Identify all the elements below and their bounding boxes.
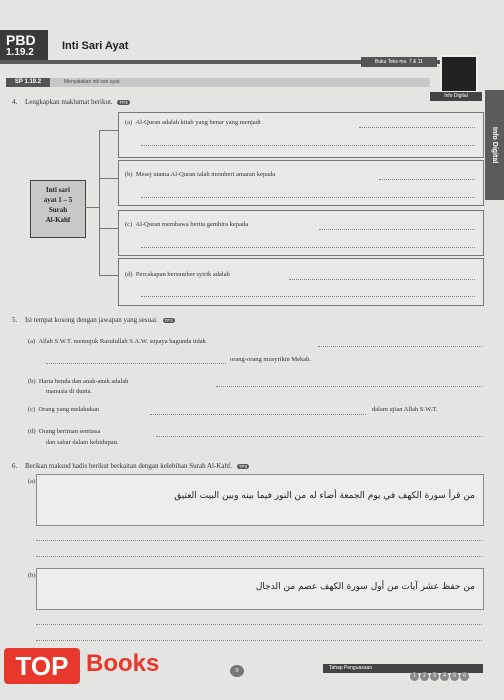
question-5	[12, 316, 175, 324]
q5-item-a-line2: orang-orang musyrikin Mekah.	[230, 356, 312, 363]
level-circle[interactable]: 6	[460, 672, 469, 681]
qr-caption: Info Digital	[430, 92, 482, 101]
level-circle[interactable]: 5	[450, 672, 459, 681]
pbd-code-tab	[0, 30, 48, 60]
answer-line[interactable]	[379, 179, 475, 180]
q4-item-a: (a) Al-Quran adalah kitab yang benar yang menjadi	[125, 119, 261, 126]
q4-box-b	[118, 160, 484, 206]
q5-item-d-line1: (d) Orang beriman sentiasa	[28, 428, 101, 435]
sp-description-bar	[50, 78, 430, 87]
q5-item-b-line1: (b) Harta benda dan anak-anak adalah	[28, 378, 129, 385]
q5-number: 5.	[12, 316, 18, 324]
q4-text: Lengkapkan maklumat berikut.	[25, 98, 113, 106]
answer-line[interactable]	[141, 296, 475, 297]
connector-a	[99, 130, 118, 131]
answer-line[interactable]	[36, 556, 482, 557]
level-circle[interactable]: 1	[410, 672, 419, 681]
mastery-levels	[410, 664, 470, 682]
q4-item-b: (b) Mesej utama Al-Quran ialah memberi amaran kepada	[125, 171, 276, 178]
q4-item-d: (d) Percakapan bersumber syirik adalah	[125, 271, 230, 278]
connector-b	[99, 178, 118, 179]
q6-item-b-label: (b)	[28, 572, 36, 579]
watermark-books: Books	[86, 650, 160, 677]
hadith-a-text: من قرأ سورة الكهف في يوم الجمعة أضاء له من النور فيما بينه وبين البيت العتيق	[174, 491, 475, 501]
level-circle[interactable]: 4	[440, 672, 449, 681]
level-circle[interactable]: 2	[420, 672, 429, 681]
answer-line[interactable]	[319, 229, 475, 230]
answer-line[interactable]	[156, 436, 482, 437]
q6-text: Berikan maksud hadis berikut berkaitan dengan kelebihan Surah Al-Kahf.	[25, 462, 233, 470]
pbd-code-line2: 1.19.2	[6, 47, 34, 58]
q5-item-b-line2: manusia di dunia.	[46, 388, 93, 395]
answer-line[interactable]	[141, 247, 475, 248]
hadith-box-b	[36, 568, 484, 610]
q4-box-c	[118, 210, 484, 256]
q6-number: 6.	[12, 462, 18, 470]
hadith-box-a	[36, 474, 484, 526]
q5-item-c-line1: (c) Orang yang melakukan	[28, 406, 100, 413]
page-number: 9	[230, 665, 244, 677]
q4-item-c: (c) Al-Quran membawa berita gembira kepada	[125, 221, 249, 228]
q5-item-c-line2: dalam ujian Allah S.W.T.	[372, 406, 438, 413]
q4-badge: TP3	[119, 99, 128, 105]
center-line-4: Al-Kahf	[45, 216, 71, 224]
q5-badge: TP3	[164, 317, 173, 323]
answer-line[interactable]	[289, 279, 475, 280]
center-line-1: Inti sari	[46, 186, 70, 194]
center-line-2: ayat 1 – 5	[43, 196, 73, 204]
q5-text: Isi tempat kosong dengan jawapan yang sesuai.	[25, 316, 158, 324]
connector-vertical	[99, 130, 100, 275]
answer-line[interactable]	[141, 197, 475, 198]
qr-code-icon[interactable]	[440, 55, 478, 93]
level-circle[interactable]: 3	[430, 672, 439, 681]
connector-c	[99, 228, 118, 229]
connector-d	[99, 275, 118, 276]
q4-box-a	[118, 112, 484, 158]
q5-item-d-line2: dan sabar dalam kehidupan.	[46, 439, 119, 446]
answer-line[interactable]	[216, 386, 482, 387]
q4-number: 4.	[12, 98, 18, 106]
textbook-reference: Buku Teks ms. 7 & 11	[361, 57, 437, 67]
side-tab: Info Digital	[485, 90, 504, 200]
mastery-label: Tahap Penguasaan	[329, 665, 373, 671]
answer-line[interactable]	[318, 346, 482, 347]
q5-item-a-line1: (a) Allah S.W.T. memujuk Rasulullah S.A.W. supaya bagunda tidak	[28, 338, 206, 345]
answer-line[interactable]	[36, 624, 482, 625]
pbd-code-line1: PBD	[6, 32, 36, 48]
hadith-b-text: من حفظ عشر آيات من أول سورة الكهف عصم من الدجال	[255, 582, 475, 592]
center-line-3: Surah	[48, 206, 68, 214]
q6-item-a-label: (a)	[28, 478, 36, 485]
question-6	[12, 462, 249, 470]
question-4	[12, 98, 130, 106]
page-title: Inti Sari Ayat	[62, 40, 129, 52]
q6-badge: TP3	[238, 463, 248, 469]
answer-line[interactable]	[141, 145, 475, 146]
topbooks-watermark	[0, 644, 184, 688]
answer-line[interactable]	[359, 127, 475, 128]
sp-description: Menyatakan inti sari ayat.	[64, 79, 121, 85]
answer-line[interactable]	[46, 363, 226, 364]
mindmap-center-box	[30, 180, 86, 238]
sp-tag: SP 1.19.2	[6, 78, 50, 87]
answer-line[interactable]	[36, 640, 482, 641]
q4-box-d	[118, 258, 484, 306]
answer-line[interactable]	[150, 414, 366, 415]
answer-line[interactable]	[36, 540, 482, 541]
watermark-top: TOP	[4, 648, 80, 684]
connector-stem	[85, 207, 99, 208]
